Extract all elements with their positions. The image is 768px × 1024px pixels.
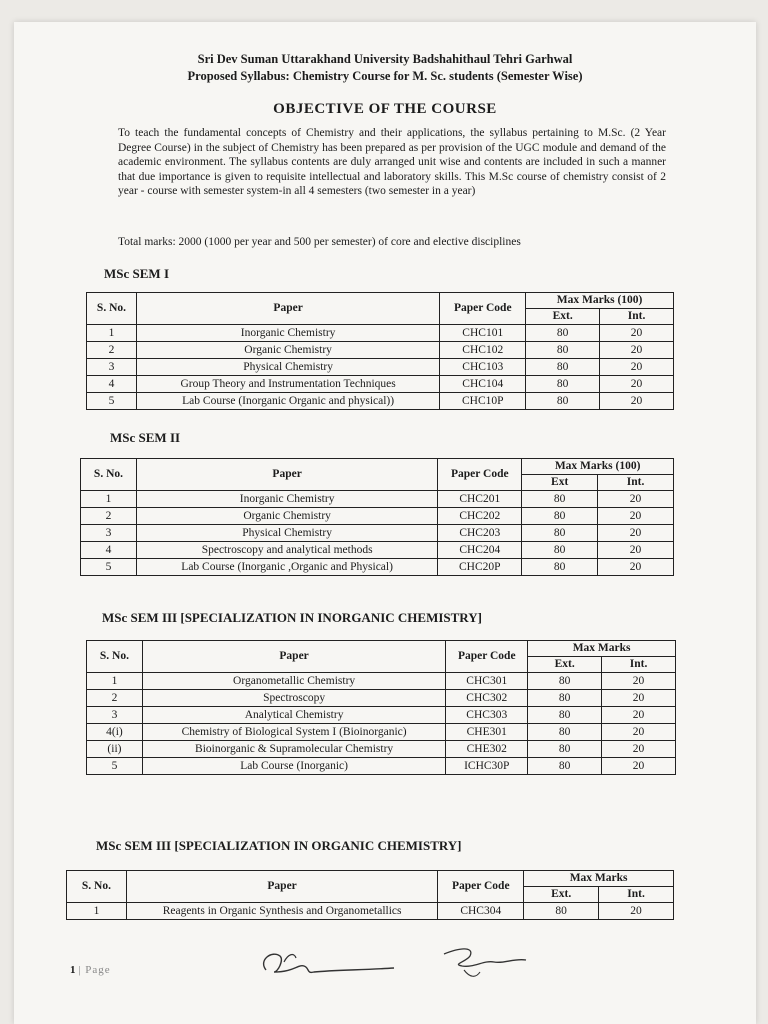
col-max-marks: Max Marks: [524, 871, 674, 887]
col-max-marks: Max Marks: [528, 641, 676, 657]
cell-int: 20: [598, 525, 674, 542]
col-int: Int.: [598, 475, 674, 491]
cell-ext: 80: [522, 559, 598, 576]
col-paper-code: Paper Code: [438, 459, 522, 491]
objective-paragraph: To teach the fundamental concepts of Chemistry and their applications, the syllabus pertaining to M.Sc. (2 Year Degree Course) in the subject of Chemistry has been prepared as per provision of the UGC module and demand of the academic environment. The syllabus contents are duly arranged unit wise and contents are included in such a manner that due importance is given to requisite intellectual and laboratory skills. This M.Sc course of chemistry consist of 2 year - course with semester system-in all 4 semesters (two semester in a year): [118, 127, 666, 198]
page-footer: [70, 964, 111, 976]
cell-int: 20: [598, 542, 674, 559]
cell-sno: 1: [87, 325, 137, 342]
cell-paper: Chemistry of Biological System I (Bioinorganic): [142, 724, 445, 741]
col-max-marks: Max Marks (100): [522, 459, 674, 475]
col-sno: S. No.: [81, 459, 137, 491]
sem3-organic-table: [66, 870, 674, 920]
cell-paper: Spectroscopy: [142, 690, 445, 707]
cell-paper-code: ICHC30P: [446, 758, 528, 775]
cell-paper-code: CHC20P: [438, 559, 522, 576]
table-row: [67, 903, 674, 920]
cell-paper: Organic Chemistry: [136, 508, 437, 525]
cell-int: 20: [602, 690, 676, 707]
cell-paper-code: CHC203: [438, 525, 522, 542]
university-header: Sri Dev Suman Uttarakhand University Badshahithaul Tehri Garhwal: [197, 52, 573, 66]
table-row: [81, 508, 674, 525]
cell-int: 20: [602, 707, 676, 724]
cell-paper: Organic Chemistry: [136, 342, 439, 359]
cell-int: 20: [600, 376, 674, 393]
cell-int: 20: [602, 741, 676, 758]
cell-paper-code: CHC302: [446, 690, 528, 707]
table-row: [81, 559, 674, 576]
sem1-table: [86, 292, 674, 410]
cell-ext: 80: [526, 376, 600, 393]
cell-ext: 80: [528, 758, 602, 775]
signature-1: [254, 942, 404, 982]
cell-ext: 80: [522, 525, 598, 542]
cell-paper-code: CHC101: [440, 325, 526, 342]
col-sno: S. No.: [87, 293, 137, 325]
cell-sno: 4: [87, 376, 137, 393]
col-max-marks: Max Marks (100): [526, 293, 674, 309]
table-row: [87, 673, 676, 690]
table-row: [87, 325, 674, 342]
cell-sno: 5: [81, 559, 137, 576]
cell-ext: 80: [528, 724, 602, 741]
col-paper: Paper: [136, 293, 439, 325]
cell-paper-code: CHC202: [438, 508, 522, 525]
cell-ext: 80: [528, 673, 602, 690]
cell-int: 20: [598, 559, 674, 576]
cell-sno: 1: [87, 673, 143, 690]
cell-paper-code: CHE301: [446, 724, 528, 741]
cell-int: 20: [602, 724, 676, 741]
col-int: Int.: [599, 887, 674, 903]
table-row: [87, 342, 674, 359]
cell-int: 20: [600, 325, 674, 342]
cell-paper: Analytical Chemistry: [142, 707, 445, 724]
cell-int: 20: [600, 359, 674, 376]
sem2-title: MSc SEM II: [110, 430, 181, 445]
cell-sno: 1: [81, 491, 137, 508]
table-row: [87, 359, 674, 376]
cell-sno: 2: [81, 508, 137, 525]
cell-paper-code: CHC303: [446, 707, 528, 724]
col-ext: Ext.: [526, 309, 600, 325]
table-row: [81, 525, 674, 542]
cell-ext: 80: [526, 325, 600, 342]
page-label: | Page: [78, 964, 111, 976]
cell-ext: 80: [524, 903, 599, 920]
cell-sno: 1: [67, 903, 127, 920]
objective-heading: OBJECTIVE OF THE COURSE: [273, 101, 497, 117]
cell-paper: Lab Course (Inorganic Organic and physical)): [136, 393, 439, 410]
cell-int: 20: [600, 342, 674, 359]
table-row: [87, 741, 676, 758]
cell-paper-code: CHC103: [440, 359, 526, 376]
table-row: [87, 707, 676, 724]
table-row: [87, 393, 674, 410]
col-paper-code: Paper Code: [440, 293, 526, 325]
cell-paper: Physical Chemistry: [136, 359, 439, 376]
cell-sno: 2: [87, 342, 137, 359]
col-ext: Ext: [522, 475, 598, 491]
cell-paper: Physical Chemistry: [136, 525, 437, 542]
sem3-inorganic-title: MSc SEM III [SPECIALIZATION IN INORGANIC CHEMISTRY]: [102, 610, 482, 625]
cell-sno: 4(i): [87, 724, 143, 741]
col-ext: Ext.: [528, 657, 602, 673]
cell-int: 20: [598, 508, 674, 525]
table-row: [87, 758, 676, 775]
col-int: Int.: [602, 657, 676, 673]
col-sno: S. No.: [67, 871, 127, 903]
cell-paper-code: CHC204: [438, 542, 522, 559]
col-paper: Paper: [136, 459, 437, 491]
cell-int: 20: [599, 903, 674, 920]
table-row: [81, 491, 674, 508]
col-paper: Paper: [142, 641, 445, 673]
cell-int: 20: [602, 758, 676, 775]
cell-paper: Lab Course (Inorganic ,Organic and Physical): [136, 559, 437, 576]
sem2-table: [80, 458, 674, 576]
col-int: Int.: [600, 309, 674, 325]
cell-paper: Lab Course (Inorganic): [142, 758, 445, 775]
col-ext: Ext.: [524, 887, 599, 903]
table-row: [81, 542, 674, 559]
cell-paper-code: CHC102: [440, 342, 526, 359]
document-page: [14, 22, 756, 1024]
cell-sno: 3: [87, 707, 143, 724]
sem1-title: MSc SEM I: [104, 266, 169, 281]
total-marks-line: Total marks: 2000 (1000 per year and 500 per semester) of core and elective disciplines: [118, 236, 521, 248]
cell-paper-code: CHC201: [438, 491, 522, 508]
table-row: [87, 376, 674, 393]
cell-paper-code: CHC10P: [440, 393, 526, 410]
cell-paper: Organometallic Chemistry: [142, 673, 445, 690]
col-sno: S. No.: [87, 641, 143, 673]
cell-ext: 80: [522, 542, 598, 559]
signature-2: [434, 940, 534, 984]
cell-ext: 80: [528, 741, 602, 758]
cell-sno: 5: [87, 758, 143, 775]
cell-ext: 80: [522, 508, 598, 525]
cell-sno: 2: [87, 690, 143, 707]
cell-paper: Reagents in Organic Synthesis and Organometallics: [126, 903, 437, 920]
cell-paper-code: CHC304: [438, 903, 524, 920]
cell-ext: 80: [528, 690, 602, 707]
cell-ext: 80: [522, 491, 598, 508]
cell-sno: 3: [81, 525, 137, 542]
cell-paper: Group Theory and Instrumentation Techniques: [136, 376, 439, 393]
cell-paper: Bioinorganic & Supramolecular Chemistry: [142, 741, 445, 758]
page-number: 1: [70, 964, 76, 976]
cell-ext: 80: [526, 393, 600, 410]
cell-paper-code: CHE302: [446, 741, 528, 758]
sem3-inorganic-table: [86, 640, 676, 775]
sem3-organic-title: MSc SEM III [SPECIALIZATION IN ORGANIC CHEMISTRY]: [96, 838, 462, 853]
cell-paper: Inorganic Chemistry: [136, 325, 439, 342]
cell-sno: 4: [81, 542, 137, 559]
cell-paper: Inorganic Chemistry: [136, 491, 437, 508]
cell-ext: 80: [526, 359, 600, 376]
cell-sno: 5: [87, 393, 137, 410]
cell-paper: Spectroscopy and analytical methods: [136, 542, 437, 559]
cell-ext: 80: [528, 707, 602, 724]
col-paper-code: Paper Code: [446, 641, 528, 673]
cell-int: 20: [598, 491, 674, 508]
col-paper-code: Paper Code: [438, 871, 524, 903]
cell-sno: 3: [87, 359, 137, 376]
cell-int: 20: [602, 673, 676, 690]
cell-sno: (ii): [87, 741, 143, 758]
col-paper: Paper: [126, 871, 437, 903]
syllabus-subtitle: Proposed Syllabus: Chemistry Course for M. Sc. students (Semester Wise): [187, 69, 583, 83]
cell-paper-code: CHC301: [446, 673, 528, 690]
cell-paper-code: CHC104: [440, 376, 526, 393]
cell-int: 20: [600, 393, 674, 410]
table-row: [87, 690, 676, 707]
cell-ext: 80: [526, 342, 600, 359]
table-row: [87, 724, 676, 741]
